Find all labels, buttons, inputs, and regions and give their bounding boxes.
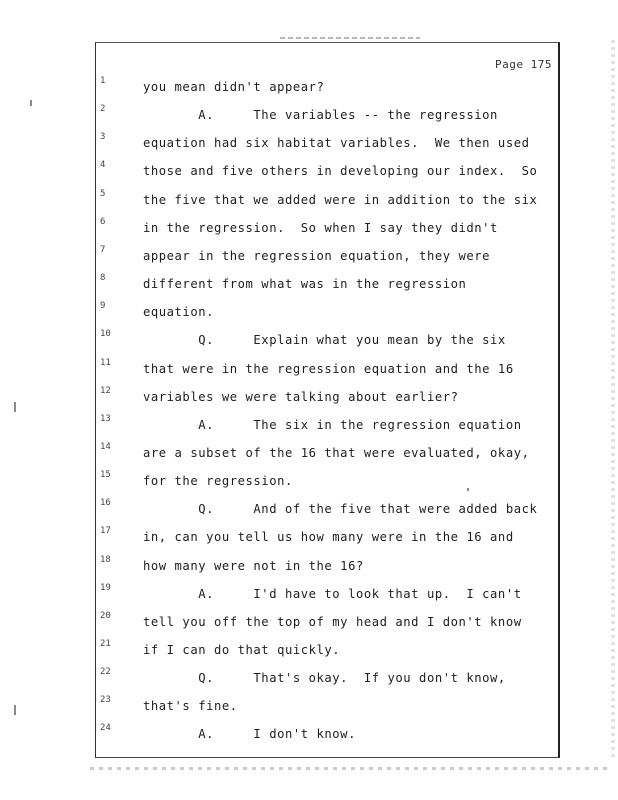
transcript-line: [0, 160, 560, 184]
line-number: 13: [100, 413, 111, 424]
scan-speck: [30, 100, 32, 106]
transcript-line: [0, 76, 560, 100]
line-text: A. The six in the regression equation: [143, 417, 522, 432]
line-number: 5: [100, 188, 106, 199]
line-number: 6: [100, 216, 106, 227]
transcript-line: [0, 216, 560, 241]
line-text: that were in the regression equation and the 16: [143, 361, 514, 376]
line-number: 24: [100, 723, 111, 734]
transcript-line: [0, 329, 560, 353]
transcript-line: [0, 188, 560, 213]
line-number: 11: [100, 357, 111, 368]
line-text: those and five others in developing our index. So: [143, 164, 538, 179]
transcript-line: [0, 554, 560, 579]
line-text: Q. That's okay. If you don't know,: [143, 671, 506, 686]
line-text: Q. And of the five that were added back: [143, 502, 538, 517]
transcript-line: [0, 667, 560, 691]
line-text: tell you off the top of my head and I don't know: [143, 614, 522, 629]
transcript-line: [0, 526, 560, 550]
transcript-line: [0, 582, 560, 607]
line-text: equation had six habitat variables. We then used: [143, 136, 530, 151]
transcript-line: [0, 723, 560, 747]
line-number: 14: [100, 441, 111, 452]
line-number: 10: [100, 329, 111, 340]
line-number: 12: [100, 385, 111, 396]
line-number: 15: [100, 470, 111, 481]
line-number: 8: [100, 273, 106, 284]
line-text: are a subset of the 16 that were evaluated, okay,: [143, 445, 530, 460]
transcript-line: [0, 441, 560, 466]
line-text: A. I don't know.: [143, 727, 356, 742]
line-text: for the regression.: [143, 474, 293, 489]
line-text: A. The variables -- the regression: [143, 108, 498, 123]
transcript-line: [0, 413, 560, 438]
line-number: 7: [100, 244, 106, 255]
line-number: 21: [100, 639, 111, 649]
scan-artifact-right-edge: [611, 40, 615, 760]
line-text: if I can do that quickly.: [143, 643, 341, 657]
transcript-line: [0, 498, 560, 522]
transcript-line: [0, 357, 560, 382]
line-number: 22: [100, 667, 111, 678]
line-text: Q. Explain what you mean by the six: [143, 333, 506, 348]
line-number: 1: [100, 76, 106, 86]
scan-speck: [14, 402, 16, 412]
line-text: appear in the regression equation, they were: [143, 248, 491, 263]
line-number: 9: [100, 301, 106, 312]
line-number: 4: [100, 160, 106, 171]
line-text: variables we were talking about earlier?: [143, 389, 459, 404]
transcript-line: [0, 301, 560, 325]
line-number: 17: [100, 526, 111, 537]
line-text: A. I'd have to look that up. I can't: [143, 586, 522, 601]
transcript-line: [0, 132, 560, 156]
scan-speck: [14, 705, 16, 715]
line-number: 3: [100, 132, 106, 143]
line-text: different from what was in the regression: [143, 277, 467, 292]
line-text: you mean didn't appear?: [143, 80, 325, 94]
transcript-line: [0, 695, 560, 719]
line-number: 19: [100, 582, 111, 593]
page-number: Page 175: [495, 58, 552, 71]
transcript-line: [0, 104, 560, 128]
transcript-line: [0, 470, 560, 494]
transcript-line: [0, 385, 560, 410]
line-text: how many were not in the 16?: [143, 558, 364, 573]
line-number: 18: [100, 554, 111, 565]
line-number: 20: [100, 610, 111, 621]
line-text: that's fine.: [143, 699, 238, 714]
transcript-line: [0, 244, 560, 269]
line-number: 23: [100, 695, 111, 706]
line-text: equation.: [143, 305, 214, 320]
line-text: the five that we added were in addition to the six: [143, 192, 538, 207]
scan-artifact-bottom-edge: [90, 767, 610, 770]
scan-speck: [467, 488, 469, 491]
transcript-line: [0, 610, 560, 635]
line-text: in, can you tell us how many were in the 16 and: [143, 530, 514, 545]
line-number: 16: [100, 498, 111, 509]
line-text: in the regression. So when I say they didn't: [143, 220, 498, 235]
transcript-line: [0, 273, 560, 297]
line-number: 2: [100, 104, 106, 115]
transcript-line: [0, 639, 560, 663]
scan-artifact-top: [280, 37, 420, 39]
